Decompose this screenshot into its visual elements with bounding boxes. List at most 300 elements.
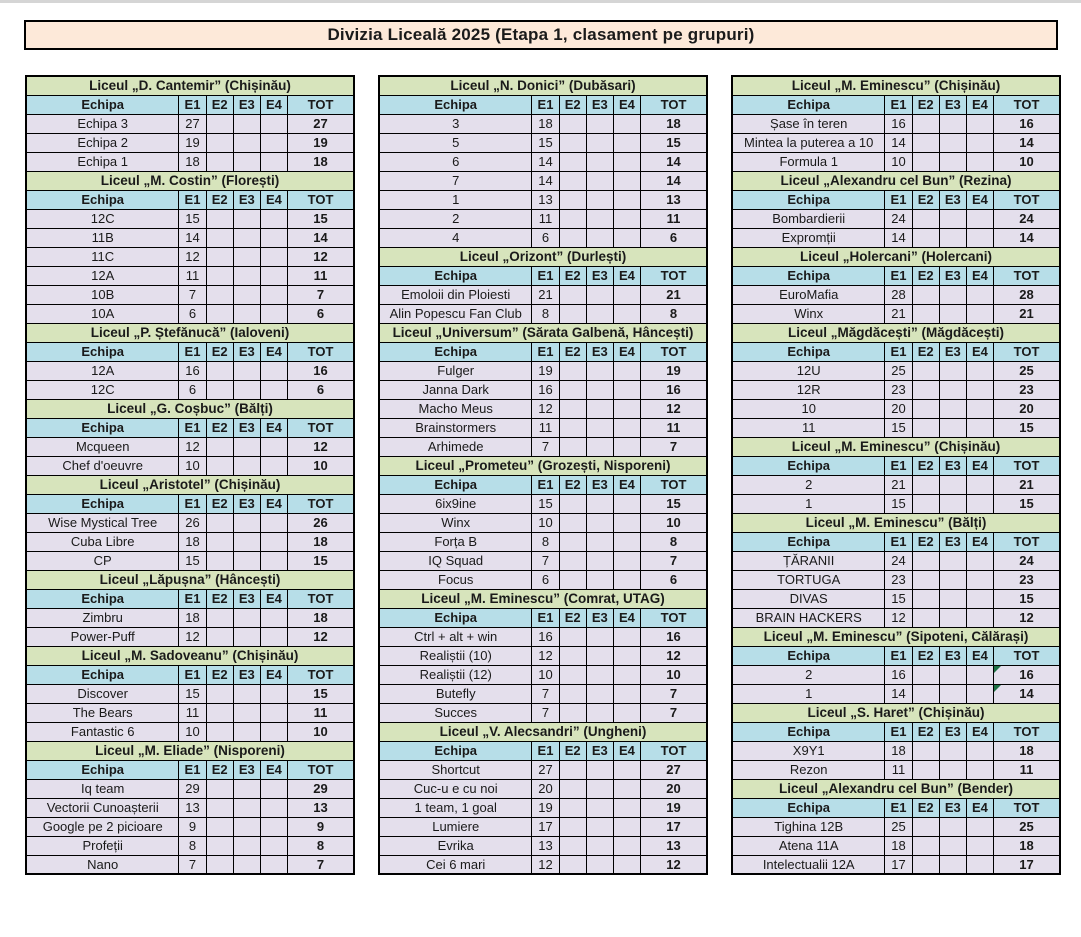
- tot-cell[interactable]: 12: [288, 437, 354, 456]
- e1-cell[interactable]: 11: [179, 703, 206, 722]
- e4-cell[interactable]: [613, 551, 640, 570]
- tot-cell[interactable]: 14: [994, 228, 1060, 247]
- team-name-cell[interactable]: 12A: [26, 266, 179, 285]
- team-name-cell[interactable]: Focus: [379, 570, 532, 589]
- column-header-cell[interactable]: E2: [912, 190, 939, 209]
- column-header-cell[interactable]: TOT: [994, 95, 1060, 114]
- e2-cell[interactable]: [912, 684, 939, 703]
- e2-cell[interactable]: [912, 836, 939, 855]
- e4-cell[interactable]: [966, 228, 993, 247]
- e1-cell[interactable]: 14: [885, 228, 912, 247]
- e4-cell[interactable]: [260, 551, 287, 570]
- team-name-cell[interactable]: Atena 11A: [732, 836, 885, 855]
- e4-cell[interactable]: [966, 836, 993, 855]
- column-header-cell[interactable]: Echipa: [732, 190, 885, 209]
- e3-cell[interactable]: [586, 209, 613, 228]
- e3-cell[interactable]: [233, 513, 260, 532]
- tot-cell[interactable]: 23: [994, 570, 1060, 589]
- team-name-cell[interactable]: Power-Puff: [26, 627, 179, 646]
- tot-cell[interactable]: 25: [994, 361, 1060, 380]
- column-header-cell[interactable]: TOT: [288, 665, 354, 684]
- e4-cell[interactable]: [260, 266, 287, 285]
- team-name-cell[interactable]: TORTUGA: [732, 570, 885, 589]
- e2-cell[interactable]: [912, 285, 939, 304]
- team-name-cell[interactable]: Shortcut: [379, 760, 532, 779]
- e1-cell[interactable]: 12: [532, 855, 559, 874]
- e2-cell[interactable]: [206, 209, 233, 228]
- tot-cell[interactable]: 15: [288, 209, 354, 228]
- e4-cell[interactable]: [966, 285, 993, 304]
- e4-cell[interactable]: [613, 817, 640, 836]
- column-header-cell[interactable]: E4: [966, 722, 993, 741]
- e1-cell[interactable]: 12: [532, 646, 559, 665]
- tot-cell[interactable]: 6: [641, 570, 707, 589]
- e4-cell[interactable]: [613, 836, 640, 855]
- e1-cell[interactable]: 26: [179, 513, 206, 532]
- team-name-cell[interactable]: Arhimede: [379, 437, 532, 456]
- e4-cell[interactable]: [260, 247, 287, 266]
- tot-cell[interactable]: 24: [994, 551, 1060, 570]
- e2-cell[interactable]: [559, 152, 586, 171]
- e4-cell[interactable]: [613, 304, 640, 323]
- e3-cell[interactable]: [233, 114, 260, 133]
- e2-cell[interactable]: [559, 494, 586, 513]
- e2-cell[interactable]: [912, 133, 939, 152]
- column-header-cell[interactable]: TOT: [641, 342, 707, 361]
- tot-cell[interactable]: 15: [994, 494, 1060, 513]
- column-header-cell[interactable]: Echipa: [26, 665, 179, 684]
- e1-cell[interactable]: 7: [532, 437, 559, 456]
- e3-cell[interactable]: [939, 418, 966, 437]
- column-header-cell[interactable]: TOT: [288, 494, 354, 513]
- e2-cell[interactable]: [206, 836, 233, 855]
- e2-cell[interactable]: [206, 779, 233, 798]
- team-name-cell[interactable]: Ctrl + alt + win: [379, 627, 532, 646]
- e4-cell[interactable]: [613, 684, 640, 703]
- team-name-cell[interactable]: Winx: [379, 513, 532, 532]
- e1-cell[interactable]: 19: [179, 133, 206, 152]
- team-name-cell[interactable]: Chef d'oeuvre: [26, 456, 179, 475]
- e1-cell[interactable]: 19: [532, 798, 559, 817]
- team-name-cell[interactable]: Vectorii Cunoașterii: [26, 798, 179, 817]
- e3-cell[interactable]: [233, 380, 260, 399]
- e2-cell[interactable]: [206, 722, 233, 741]
- tot-cell[interactable]: 27: [641, 760, 707, 779]
- e3-cell[interactable]: [939, 361, 966, 380]
- e1-cell[interactable]: 7: [179, 285, 206, 304]
- team-name-cell[interactable]: EuroMafia: [732, 285, 885, 304]
- e4-cell[interactable]: [613, 228, 640, 247]
- column-header-cell[interactable]: E4: [966, 266, 993, 285]
- e3-cell[interactable]: [586, 836, 613, 855]
- e3-cell[interactable]: [939, 133, 966, 152]
- e3-cell[interactable]: [939, 475, 966, 494]
- e4-cell[interactable]: [260, 361, 287, 380]
- e2-cell[interactable]: [912, 665, 939, 684]
- e3-cell[interactable]: [586, 133, 613, 152]
- e3-cell[interactable]: [233, 627, 260, 646]
- e4-cell[interactable]: [260, 380, 287, 399]
- e1-cell[interactable]: 23: [885, 570, 912, 589]
- e1-cell[interactable]: 13: [532, 190, 559, 209]
- column-header-cell[interactable]: E3: [586, 475, 613, 494]
- column-header-cell[interactable]: TOT: [994, 456, 1060, 475]
- column-header-cell[interactable]: E1: [179, 665, 206, 684]
- school-header-cell[interactable]: Liceul „M. Eminescu” (Sipoteni, Călărași): [732, 627, 1060, 646]
- column-header-cell[interactable]: E4: [260, 589, 287, 608]
- column-header-cell[interactable]: E1: [179, 760, 206, 779]
- team-name-cell[interactable]: Mintea la puterea a 10: [732, 133, 885, 152]
- e2-cell[interactable]: [559, 532, 586, 551]
- column-header-cell[interactable]: E2: [206, 190, 233, 209]
- e4-cell[interactable]: [260, 855, 287, 874]
- team-name-cell[interactable]: 1: [379, 190, 532, 209]
- e3-cell[interactable]: [233, 836, 260, 855]
- school-header-cell[interactable]: Liceul „Lăpușna” (Hâncești): [26, 570, 354, 589]
- column-header-cell[interactable]: E2: [206, 665, 233, 684]
- column-header-cell[interactable]: E2: [912, 456, 939, 475]
- e1-cell[interactable]: 15: [179, 209, 206, 228]
- e3-cell[interactable]: [233, 285, 260, 304]
- team-name-cell[interactable]: DIVAS: [732, 589, 885, 608]
- column-header-cell[interactable]: E1: [885, 190, 912, 209]
- e4-cell[interactable]: [613, 152, 640, 171]
- e3-cell[interactable]: [586, 570, 613, 589]
- e2-cell[interactable]: [559, 437, 586, 456]
- e1-cell[interactable]: 18: [885, 836, 912, 855]
- column-header-cell[interactable]: Echipa: [379, 608, 532, 627]
- tot-cell[interactable]: 21: [994, 304, 1060, 323]
- column-header-cell[interactable]: TOT: [641, 741, 707, 760]
- e2-cell[interactable]: [206, 304, 233, 323]
- column-header-cell[interactable]: E3: [233, 190, 260, 209]
- e2-cell[interactable]: [206, 247, 233, 266]
- e2-cell[interactable]: [206, 380, 233, 399]
- team-name-cell[interactable]: 5: [379, 133, 532, 152]
- tot-cell[interactable]: 24: [994, 209, 1060, 228]
- column-header-cell[interactable]: E1: [532, 475, 559, 494]
- e1-cell[interactable]: 14: [532, 171, 559, 190]
- tot-cell[interactable]: 21: [994, 475, 1060, 494]
- team-name-cell[interactable]: Nano: [26, 855, 179, 874]
- column-header-cell[interactable]: E4: [966, 798, 993, 817]
- tot-cell[interactable]: 6: [288, 304, 354, 323]
- column-header-cell[interactable]: TOT: [641, 608, 707, 627]
- e4-cell[interactable]: [966, 209, 993, 228]
- column-header-cell[interactable]: Echipa: [26, 95, 179, 114]
- e2-cell[interactable]: [912, 570, 939, 589]
- column-header-cell[interactable]: E3: [939, 266, 966, 285]
- column-header-cell[interactable]: TOT: [994, 646, 1060, 665]
- e1-cell[interactable]: 8: [532, 304, 559, 323]
- e2-cell[interactable]: [559, 190, 586, 209]
- e4-cell[interactable]: [613, 190, 640, 209]
- e2-cell[interactable]: [206, 551, 233, 570]
- e4-cell[interactable]: [260, 722, 287, 741]
- e4-cell[interactable]: [613, 209, 640, 228]
- e3-cell[interactable]: [586, 646, 613, 665]
- column-header-cell[interactable]: TOT: [641, 475, 707, 494]
- team-name-cell[interactable]: 12C: [26, 380, 179, 399]
- column-header-cell[interactable]: E3: [586, 741, 613, 760]
- tot-cell[interactable]: 12: [641, 855, 707, 874]
- e1-cell[interactable]: 10: [179, 722, 206, 741]
- column-header-cell[interactable]: TOT: [288, 342, 354, 361]
- e3-cell[interactable]: [939, 551, 966, 570]
- e1-cell[interactable]: 7: [532, 703, 559, 722]
- team-name-cell[interactable]: 3: [379, 114, 532, 133]
- column-header-cell[interactable]: E1: [532, 95, 559, 114]
- column-header-cell[interactable]: E4: [260, 342, 287, 361]
- tot-cell[interactable]: 18: [288, 152, 354, 171]
- e1-cell[interactable]: 28: [885, 285, 912, 304]
- e3-cell[interactable]: [939, 760, 966, 779]
- e2-cell[interactable]: [206, 152, 233, 171]
- e2-cell[interactable]: [559, 703, 586, 722]
- tot-cell[interactable]: 7: [288, 285, 354, 304]
- e2-cell[interactable]: [206, 684, 233, 703]
- e2-cell[interactable]: [559, 304, 586, 323]
- tot-cell[interactable]: 14: [641, 152, 707, 171]
- e2-cell[interactable]: [206, 133, 233, 152]
- e4-cell[interactable]: [966, 741, 993, 760]
- e3-cell[interactable]: [233, 437, 260, 456]
- e2-cell[interactable]: [912, 760, 939, 779]
- column-header-cell[interactable]: E3: [233, 418, 260, 437]
- e3-cell[interactable]: [586, 703, 613, 722]
- team-name-cell[interactable]: Expromții: [732, 228, 885, 247]
- column-header-cell[interactable]: E1: [885, 342, 912, 361]
- e4-cell[interactable]: [613, 418, 640, 437]
- column-header-cell[interactable]: E3: [233, 342, 260, 361]
- school-header-cell[interactable]: Liceul „Orizont” (Durlești): [379, 247, 707, 266]
- team-name-cell[interactable]: Cei 6 mari: [379, 855, 532, 874]
- team-name-cell[interactable]: Mcqueen: [26, 437, 179, 456]
- school-header-cell[interactable]: Liceul „Prometeu” (Grozești, Nisporeni): [379, 456, 707, 475]
- column-header-cell[interactable]: TOT: [288, 95, 354, 114]
- school-header-cell[interactable]: Liceul „Măgdăcești” (Măgdăcești): [732, 323, 1060, 342]
- e3-cell[interactable]: [233, 855, 260, 874]
- column-header-cell[interactable]: E2: [559, 266, 586, 285]
- tot-cell[interactable]: 19: [641, 798, 707, 817]
- column-header-cell[interactable]: TOT: [994, 190, 1060, 209]
- team-name-cell[interactable]: CP: [26, 551, 179, 570]
- column-header-cell[interactable]: Echipa: [26, 494, 179, 513]
- column-header-cell[interactable]: E1: [179, 494, 206, 513]
- column-header-cell[interactable]: Echipa: [732, 342, 885, 361]
- e3-cell[interactable]: [586, 798, 613, 817]
- column-header-cell[interactable]: TOT: [641, 266, 707, 285]
- e1-cell[interactable]: 15: [885, 418, 912, 437]
- column-header-cell[interactable]: TOT: [994, 266, 1060, 285]
- team-name-cell[interactable]: Fulger: [379, 361, 532, 380]
- tot-cell[interactable]: 21: [641, 285, 707, 304]
- e2-cell[interactable]: [912, 817, 939, 836]
- e3-cell[interactable]: [586, 817, 613, 836]
- column-header-cell[interactable]: E2: [206, 494, 233, 513]
- e4-cell[interactable]: [260, 608, 287, 627]
- e4-cell[interactable]: [613, 114, 640, 133]
- e4-cell[interactable]: [966, 760, 993, 779]
- column-header-cell[interactable]: E2: [912, 722, 939, 741]
- e2-cell[interactable]: [912, 475, 939, 494]
- column-header-cell[interactable]: Echipa: [379, 95, 532, 114]
- e3-cell[interactable]: [233, 684, 260, 703]
- e4-cell[interactable]: [613, 361, 640, 380]
- tot-cell[interactable]: 10: [288, 722, 354, 741]
- column-header-cell[interactable]: E3: [233, 665, 260, 684]
- e4-cell[interactable]: [260, 836, 287, 855]
- column-header-cell[interactable]: E1: [179, 418, 206, 437]
- school-header-cell[interactable]: Liceul „M. Costin” (Florești): [26, 171, 354, 190]
- e1-cell[interactable]: 20: [885, 399, 912, 418]
- e3-cell[interactable]: [586, 855, 613, 874]
- school-header-cell[interactable]: Liceul „Alexandru cel Bun” (Rezina): [732, 171, 1060, 190]
- school-header-cell[interactable]: Liceul „G. Coșbuc” (Bălți): [26, 399, 354, 418]
- e3-cell[interactable]: [586, 627, 613, 646]
- tot-cell[interactable]: 11: [994, 760, 1060, 779]
- tot-cell[interactable]: 12: [641, 646, 707, 665]
- school-header-cell[interactable]: Liceul „V. Alecsandri” (Ungheni): [379, 722, 707, 741]
- column-header-cell[interactable]: E2: [912, 646, 939, 665]
- e2-cell[interactable]: [559, 836, 586, 855]
- e4-cell[interactable]: [260, 285, 287, 304]
- e1-cell[interactable]: 10: [179, 456, 206, 475]
- e3-cell[interactable]: [586, 532, 613, 551]
- tot-cell[interactable]: 13: [288, 798, 354, 817]
- team-name-cell[interactable]: Echipa 3: [26, 114, 179, 133]
- tot-cell[interactable]: 18: [641, 114, 707, 133]
- e3-cell[interactable]: [939, 836, 966, 855]
- e2-cell[interactable]: [559, 513, 586, 532]
- e1-cell[interactable]: 21: [885, 475, 912, 494]
- e4-cell[interactable]: [613, 855, 640, 874]
- e2-cell[interactable]: [559, 646, 586, 665]
- tot-cell[interactable]: 14: [288, 228, 354, 247]
- e1-cell[interactable]: 25: [885, 361, 912, 380]
- team-name-cell[interactable]: 11B: [26, 228, 179, 247]
- school-header-cell[interactable]: Liceul „P. Ștefănucă” (Ialoveni): [26, 323, 354, 342]
- column-header-cell[interactable]: E3: [939, 342, 966, 361]
- tot-cell[interactable]: 23: [994, 380, 1060, 399]
- column-header-cell[interactable]: E3: [939, 532, 966, 551]
- team-name-cell[interactable]: IQ Squad: [379, 551, 532, 570]
- e4-cell[interactable]: [613, 760, 640, 779]
- e4-cell[interactable]: [966, 684, 993, 703]
- e4-cell[interactable]: [613, 513, 640, 532]
- team-name-cell[interactable]: Forța B: [379, 532, 532, 551]
- e4-cell[interactable]: [966, 418, 993, 437]
- e3-cell[interactable]: [939, 114, 966, 133]
- column-header-cell[interactable]: E1: [885, 646, 912, 665]
- e4-cell[interactable]: [260, 703, 287, 722]
- column-header-cell[interactable]: TOT: [288, 760, 354, 779]
- e2-cell[interactable]: [206, 513, 233, 532]
- e1-cell[interactable]: 14: [885, 133, 912, 152]
- e1-cell[interactable]: 16: [532, 627, 559, 646]
- e2-cell[interactable]: [206, 437, 233, 456]
- e1-cell[interactable]: 9: [179, 817, 206, 836]
- e2-cell[interactable]: [206, 703, 233, 722]
- column-header-cell[interactable]: E1: [179, 342, 206, 361]
- e4-cell[interactable]: [260, 779, 287, 798]
- e3-cell[interactable]: [233, 779, 260, 798]
- team-name-cell[interactable]: 2: [732, 475, 885, 494]
- e1-cell[interactable]: 24: [885, 551, 912, 570]
- e4-cell[interactable]: [613, 646, 640, 665]
- column-header-cell[interactable]: E2: [559, 95, 586, 114]
- e3-cell[interactable]: [586, 152, 613, 171]
- e4-cell[interactable]: [966, 304, 993, 323]
- column-header-cell[interactable]: E2: [206, 95, 233, 114]
- school-header-cell[interactable]: Liceul „Aristotel” (Chișinău): [26, 475, 354, 494]
- e1-cell[interactable]: 6: [532, 570, 559, 589]
- e3-cell[interactable]: [586, 190, 613, 209]
- e1-cell[interactable]: 7: [179, 855, 206, 874]
- column-header-cell[interactable]: E4: [966, 532, 993, 551]
- e2-cell[interactable]: [559, 570, 586, 589]
- tot-cell[interactable]: 11: [641, 418, 707, 437]
- e4-cell[interactable]: [613, 171, 640, 190]
- e4-cell[interactable]: [613, 532, 640, 551]
- tot-cell[interactable]: 9: [288, 817, 354, 836]
- column-header-cell[interactable]: TOT: [288, 589, 354, 608]
- column-header-cell[interactable]: E4: [966, 456, 993, 475]
- column-header-cell[interactable]: Echipa: [732, 798, 885, 817]
- e3-cell[interactable]: [939, 152, 966, 171]
- team-name-cell[interactable]: 10: [732, 399, 885, 418]
- e4-cell[interactable]: [966, 152, 993, 171]
- e4-cell[interactable]: [260, 114, 287, 133]
- e2-cell[interactable]: [559, 665, 586, 684]
- team-name-cell[interactable]: 12C: [26, 209, 179, 228]
- tot-cell[interactable]: 25: [994, 817, 1060, 836]
- e3-cell[interactable]: [586, 437, 613, 456]
- column-header-cell[interactable]: Echipa: [732, 95, 885, 114]
- team-name-cell[interactable]: Winx: [732, 304, 885, 323]
- e1-cell[interactable]: 14: [885, 684, 912, 703]
- column-header-cell[interactable]: E4: [613, 342, 640, 361]
- column-header-cell[interactable]: Echipa: [732, 722, 885, 741]
- e4-cell[interactable]: [260, 152, 287, 171]
- team-name-cell[interactable]: Cuba Libre: [26, 532, 179, 551]
- e4-cell[interactable]: [260, 532, 287, 551]
- e2-cell[interactable]: [912, 741, 939, 760]
- team-name-cell[interactable]: Tighina 12B: [732, 817, 885, 836]
- tot-cell[interactable]: 16: [288, 361, 354, 380]
- team-name-cell[interactable]: Intelectualii 12A: [732, 855, 885, 874]
- e3-cell[interactable]: [939, 399, 966, 418]
- e4-cell[interactable]: [613, 380, 640, 399]
- tot-cell[interactable]: 10: [288, 456, 354, 475]
- e1-cell[interactable]: 7: [532, 684, 559, 703]
- e1-cell[interactable]: 29: [179, 779, 206, 798]
- e2-cell[interactable]: [912, 855, 939, 874]
- school-header-cell[interactable]: Liceul „D. Cantemir” (Chișinău): [26, 76, 354, 95]
- e3-cell[interactable]: [233, 817, 260, 836]
- column-header-cell[interactable]: E2: [206, 760, 233, 779]
- column-header-cell[interactable]: E1: [885, 266, 912, 285]
- e1-cell[interactable]: 17: [885, 855, 912, 874]
- tot-cell[interactable]: 12: [641, 399, 707, 418]
- e3-cell[interactable]: [939, 741, 966, 760]
- tot-cell[interactable]: 20: [641, 779, 707, 798]
- e1-cell[interactable]: 8: [532, 532, 559, 551]
- team-name-cell[interactable]: Butefly: [379, 684, 532, 703]
- e4-cell[interactable]: [966, 361, 993, 380]
- e1-cell[interactable]: 6: [179, 304, 206, 323]
- e2-cell[interactable]: [559, 684, 586, 703]
